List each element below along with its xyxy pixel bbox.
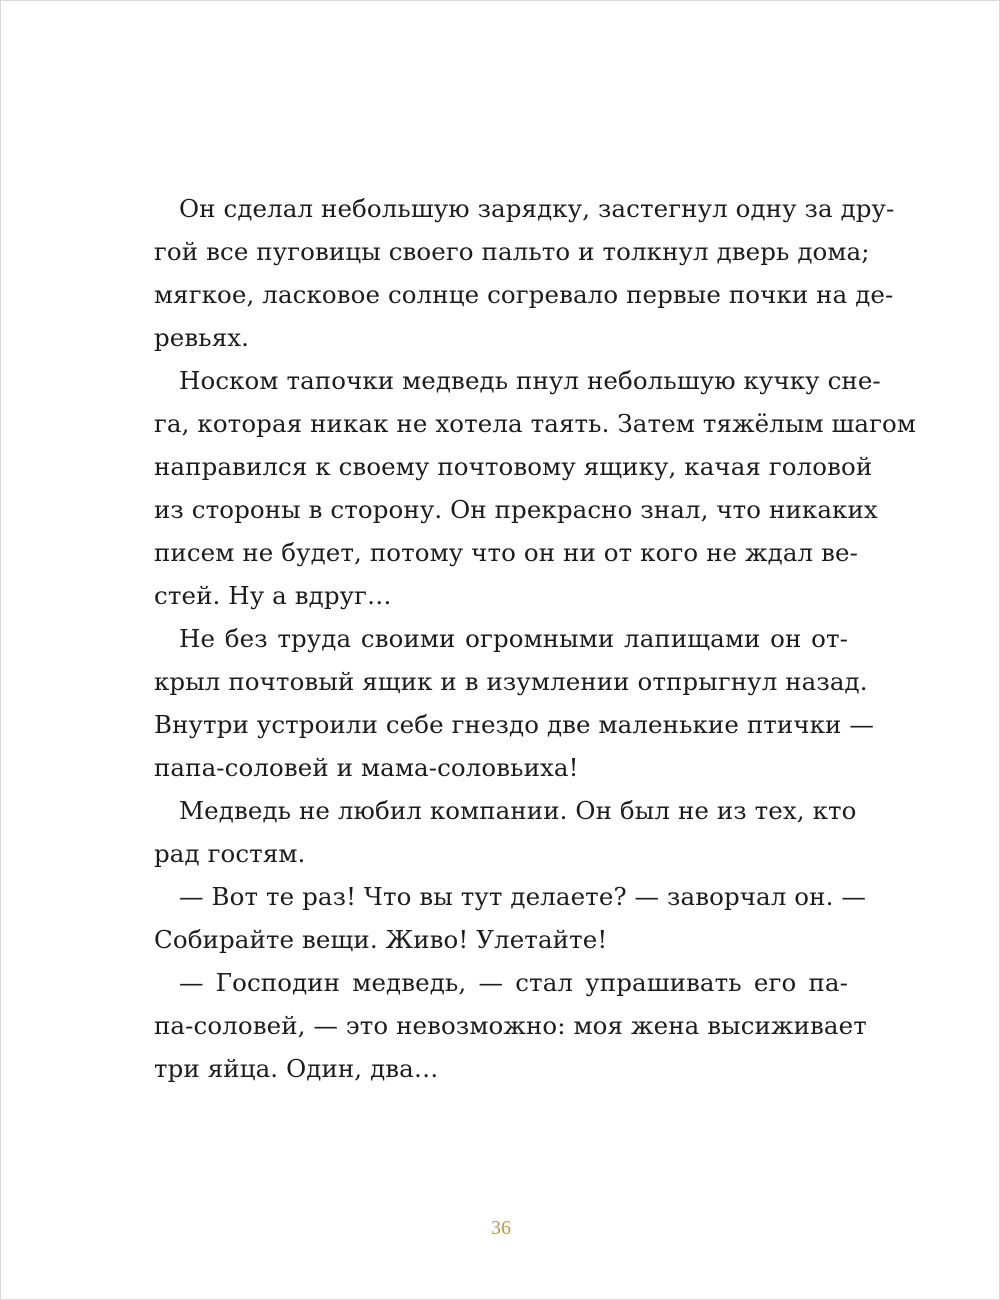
text-line: Внутри устроили себе гнездо две маленькие птички — [154,710,874,739]
text-line: па-соловей, — это невозможно: моя жена высиживает [154,1011,867,1040]
text-line: — Господин медведь, — стал упрашивать его па- [179,968,848,997]
text-line: крыл почтовый ящик и в изумлении отпрыгнул назад. [154,667,868,696]
text-line: га, которая никак не хотела таять. Затем тяжёлым шагом [154,409,917,438]
text-line: Не без труда своими огромными лапищами он от- [179,624,848,653]
page-number: 36 [491,1217,511,1239]
text-line: ревьях. [154,323,250,352]
text-line: гой все пуговицы своего пальто и толкнул дверь дома; [154,237,870,266]
text-line: Собирайте вещи. Живо! Улетайте! [154,925,608,954]
text-line: папа-соловей и мама-соловьиха! [154,753,579,782]
text-line: направился к своему почтовому ящику, качая головой [154,452,873,481]
text-line: стей. Ну а вдруг… [154,581,392,610]
text-line: писем не будет, потому что он ни от кого не ждал ве- [154,538,858,567]
text-line: из стороны в сторону. Он прекрасно знал, что никаких [154,495,878,524]
text-line: Медведь не любил компании. Он был не из тех, кто [179,796,857,825]
text-line: три яйца. Один, два… [154,1054,439,1083]
text-line: Он сделал небольшую зарядку, застегнул одну за дру- [179,194,895,223]
text-line: — Вот те раз! Что вы тут делаете? — заворчал он. — [179,882,866,911]
text-line: Носком тапочки медведь пнул небольшую кучку сне- [179,366,881,395]
text-line: мягкое, ласковое солнце согревало первые почки на де- [154,280,894,309]
text-line: рад гостям. [154,839,306,868]
story-text [154,187,917,1090]
